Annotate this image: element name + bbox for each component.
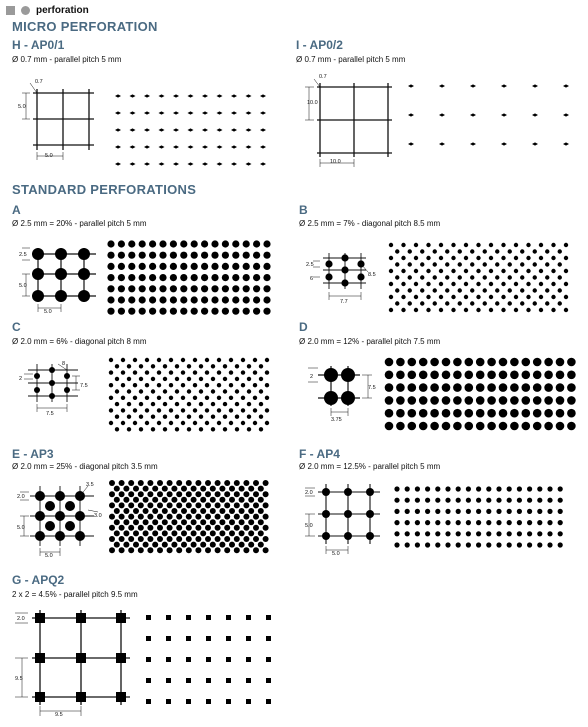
panel-d-desc: Ø 2.0 mm = 12% - parallel pitch 7.5 mm xyxy=(299,337,441,346)
perforation-hole xyxy=(246,678,251,683)
section-title-standard: STANDARD PERFORATIONS xyxy=(12,182,197,197)
panel-h-label: H - AP0/1 xyxy=(12,38,65,52)
panel-a-desc: Ø 2.5 mm = 20% - parallel pitch 5 mm xyxy=(12,219,147,228)
panel-i-dim-1: 10.0 xyxy=(307,100,318,106)
perforation-hole xyxy=(206,636,211,641)
panel-e-dim-2: 5.0 xyxy=(17,525,25,531)
panel-i-dim-2: 10.0 xyxy=(330,159,341,165)
perforation-hole xyxy=(186,699,191,704)
perforation-hole xyxy=(266,657,271,662)
panel-f-desc: Ø 2.0 mm = 12.5% - parallel pitch 5 mm xyxy=(299,462,441,471)
panel-g-label: G - APQ2 xyxy=(12,573,65,587)
perforation-hole xyxy=(206,678,211,683)
panel-h-desc: Ø 0.7 mm - parallel pitch 5 mm xyxy=(12,55,122,64)
perforation-hole xyxy=(266,636,271,641)
panel-g-dim-0: 2.0 xyxy=(17,616,25,622)
perforation-hole xyxy=(246,657,251,662)
perforation-hole xyxy=(226,699,231,704)
perforation-hole xyxy=(186,678,191,683)
section-title-micro: MICRO PERFORATION xyxy=(12,19,158,34)
perforation-hole xyxy=(166,699,171,704)
perforation-hole xyxy=(266,678,271,683)
panel-f-dim-2: 5.0 xyxy=(332,551,340,557)
panel-d-label: D xyxy=(299,320,308,334)
panel-b-label: B xyxy=(299,203,308,217)
panel-c-dim-1: 8 xyxy=(62,361,66,367)
perforation-hole xyxy=(246,615,251,620)
perforation-hole xyxy=(146,678,151,683)
perforation-hole xyxy=(226,615,231,620)
perforation-hole xyxy=(246,636,251,641)
panel-i-label: I - AP0/2 xyxy=(296,38,343,52)
perforation-hole xyxy=(146,657,151,662)
panel-h-dim-1: 5.0 xyxy=(18,104,26,110)
panel-b-dim-2: 8.5 xyxy=(368,272,376,278)
panel-a-label: A xyxy=(12,203,21,217)
panel-b-dim-3: 7.7 xyxy=(340,299,348,305)
panel-e-dim-3: 3.0 xyxy=(94,513,102,519)
perforation-hole xyxy=(206,615,211,620)
perforation-hole xyxy=(206,699,211,704)
panel-d-dim-0: 2 xyxy=(310,374,314,380)
panel-f-dim-0: 2.0 xyxy=(305,490,313,496)
perforation-hole xyxy=(226,657,231,662)
perforation-hole xyxy=(166,678,171,683)
panel-c-label: C xyxy=(12,320,21,334)
panel-a-dim-1: 5.0 xyxy=(19,283,27,289)
panel-c-dim-0: 2 xyxy=(19,376,23,382)
perforation-hole xyxy=(146,615,151,620)
panel-e-dim-4: 5.0 xyxy=(45,553,53,559)
panel-c-desc: Ø 2.0 mm = 6% - diagonal pitch 8 mm xyxy=(12,337,147,346)
panel-f-label: F - AP4 xyxy=(299,447,340,461)
panel-i-dim-0: 0.7 xyxy=(319,74,327,80)
panel-g-desc: 2 x 2 = 4.5% - parallel pitch 9.5 mm xyxy=(12,590,138,599)
perforation-hole xyxy=(226,636,231,641)
panel-i-desc: Ø 0.7 mm - parallel pitch 5 mm xyxy=(296,55,406,64)
perforation-hole xyxy=(166,636,171,641)
perforation-hole xyxy=(246,699,251,704)
perforation-hole xyxy=(266,699,271,704)
panel-e-desc: Ø 2.0 mm = 25% - diagonal pitch 3.5 mm xyxy=(12,462,158,471)
panel-e-dim-1: 3.5 xyxy=(86,482,94,488)
panel-d-dim-2: 3.75 xyxy=(331,417,342,423)
panel-b-dim-1: 6 xyxy=(310,276,314,282)
panel-b-dim-0: 2.5 xyxy=(306,262,314,268)
perforation-hole xyxy=(186,615,191,620)
perforation-hole xyxy=(226,678,231,683)
panel-c-dim-2: 7.5 xyxy=(80,383,88,389)
panel-b-desc: Ø 2.5 mm = 7% - diagonal pitch 8.5 mm xyxy=(299,219,441,228)
panel-c-dim-3: 7.5 xyxy=(46,411,54,417)
page-title: perforation xyxy=(36,4,89,16)
perforation-hole xyxy=(266,615,271,620)
perforation-hole xyxy=(166,657,171,662)
perforation-hole xyxy=(186,636,191,641)
panel-g-dim-2: 9.5 xyxy=(55,712,63,718)
panel-d-dim-1: 7.5 xyxy=(368,385,376,391)
panel-h-dim-0: 0.7 xyxy=(35,79,43,85)
panel-f-dim-1: 5.0 xyxy=(305,523,313,529)
perforation-hole xyxy=(206,657,211,662)
perforation-hole xyxy=(146,699,151,704)
panel-a-dim-0: 2.5 xyxy=(19,252,27,258)
perforation-hole xyxy=(166,615,171,620)
panel-h-dim-2: 5.0 xyxy=(45,153,53,159)
panel-e-dim-0: 2.0 xyxy=(17,494,25,500)
panel-g-dim-1: 9.5 xyxy=(15,676,23,682)
panel-g-pattern xyxy=(142,610,282,705)
perforation-hole xyxy=(146,636,151,641)
perforation-hole xyxy=(186,657,191,662)
panel-a-dim-2: 5.0 xyxy=(44,309,52,315)
panel-e-label: E - AP3 xyxy=(12,447,54,461)
